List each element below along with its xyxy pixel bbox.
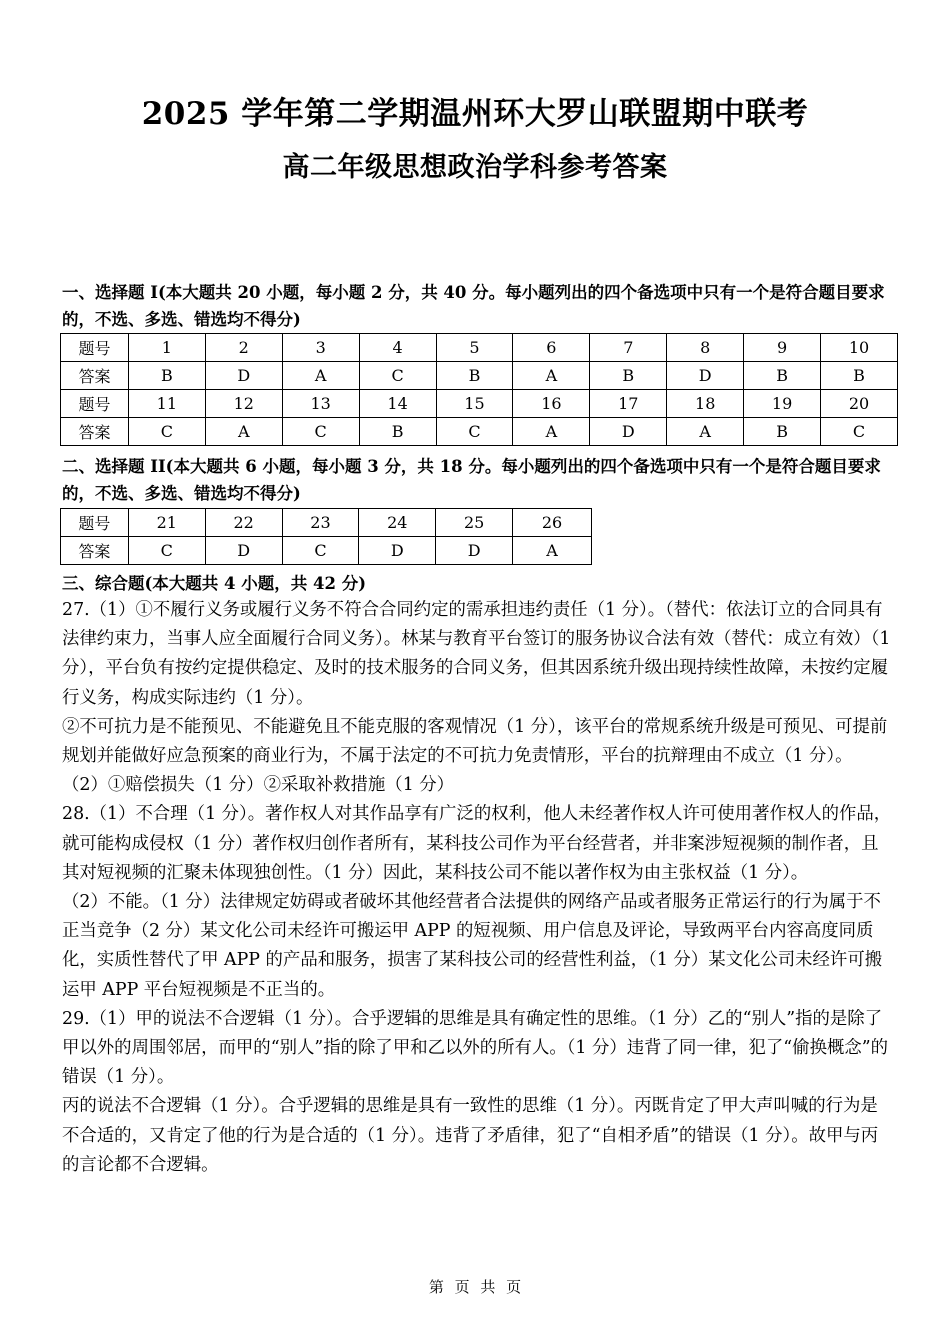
answer-cell: D <box>359 537 436 565</box>
table-row <box>61 509 592 537</box>
answer-cell: B <box>359 418 436 446</box>
row-label: 答案 <box>61 362 129 390</box>
row-label: 题号 <box>61 390 129 418</box>
question-number: 21 <box>128 509 205 537</box>
answer-cell: D <box>205 537 282 565</box>
question-number: 5 <box>436 334 513 362</box>
answer-cell: A <box>513 537 592 565</box>
section1-answer-table <box>60 333 898 446</box>
answer-paragraph: （2）不能。（1 分）法律规定妨碍或者破坏其他经营者合法提供的网络产品或者服务正常运行的行为属于不正当竞争（2 分）某文化公司未经许可搬运甲 APP 的短视频、用户信息及评论，导致两平台内容高度同质化，实质性替代了甲 APP 的产品和服务，损害了某科技公司的经营性利益，（1 分）某文化公司未经许可搬运甲 APP 平台短视频是不正当的。 <box>62 892 883 1000</box>
question-number: 2 <box>205 334 282 362</box>
row-label: 题号 <box>61 509 129 537</box>
question-number: 18 <box>667 390 744 418</box>
question-number: 13 <box>282 390 359 418</box>
answer-paragraph: 29.（1）甲的说法不合逻辑（1 分）。合乎逻辑的思维是具有确定性的思维。（1 分）乙的“别人”指的是除了甲以外的周围邻居，而甲的“别人”指的除了甲和乙以外的所有人。（1 分）违背了同一律，犯了“偷换概念”的错误（1 分）。 <box>62 1008 889 1088</box>
table-row <box>61 390 898 418</box>
page-footer: 第 页 共 页 <box>428 1278 522 1296</box>
row-label: 答案 <box>61 537 129 565</box>
table-row <box>61 362 898 390</box>
answer-cell: C <box>436 418 513 446</box>
answer-cell: C <box>282 418 359 446</box>
answer-cell: C <box>821 418 898 446</box>
section1-heading: 一、选择题 I(本大题共 20 小题，每小题 2 分，共 40 分。每小题列出的四个备选项中只有一个是符合题目要求的，不选、多选、错选均不得分) <box>62 283 885 329</box>
answer-cell: D <box>205 362 282 390</box>
table-row <box>61 537 592 565</box>
answer-cell: B <box>590 362 667 390</box>
question-number: 25 <box>436 509 513 537</box>
question-number: 24 <box>359 509 436 537</box>
answer-cell: B <box>821 362 898 390</box>
section2-heading: 二、选择题 II(本大题共 6 小题，每小题 3 分，共 18 分。每小题列出的四个备选项中只有一个是符合题目要求的，不选、多选、错选均不得分) <box>62 457 881 503</box>
answer-paragraph: ②不可抗力是不能预见、不能避免且不能克服的客观情况（1 分），该平台的常规系统升级是可预见、可提前规划并能做好应急预案的商业行为，不属于法定的不可抗力免责情形，平台的抗辩理由不成立（1 分）。 <box>62 716 888 767</box>
answer-cell: B <box>436 362 513 390</box>
question-number: 19 <box>744 390 821 418</box>
answer-cell: C <box>128 537 205 565</box>
answer-paragraph: 丙的说法不合逻辑（1 分）。合乎逻辑的思维是具有一致性的思维（1 分）。丙既肯定了甲大声叫喊的行为是不合适的，又肯定了他的行为是合适的（1 分）。违背了矛盾律，犯了“自相矛盾”的错误（1 分）。故甲与丙的言论都不合逻辑。 <box>62 1096 879 1175</box>
question-number: 8 <box>667 334 744 362</box>
question-number: 20 <box>821 390 898 418</box>
page-subtitle: 高二年级思想政治学科参考答案 <box>282 152 668 183</box>
answer-paragraph: 27.（1）①不履行义务或履行义务不符合合同约定的需承担违约责任（1 分）。（替代：依法订立的合同具有法律约束力，当事人应全面履行合同义务）。林某与教育平台签订的服务协议合法有效（替代：成立有效）（1 分），平台负有按约定提供稳定、及时的技术服务的合同义务，但其因系统升级出现持续性故障，未按约定履行义务，构成实际违约（1 分）。 <box>62 600 891 708</box>
row-label: 题号 <box>61 334 129 362</box>
answer-cell: D <box>667 362 744 390</box>
question-number: 17 <box>590 390 667 418</box>
question-number: 1 <box>128 334 205 362</box>
question-number: 3 <box>282 334 359 362</box>
answer-cell: D <box>436 537 513 565</box>
section3-heading: 三、综合题(本大题共 4 小题，共 42 分) <box>62 574 367 593</box>
answer-cell: A <box>282 362 359 390</box>
question-number: 12 <box>205 390 282 418</box>
answer-cell: C <box>282 537 359 565</box>
answer-cell: A <box>513 418 590 446</box>
question-number: 14 <box>359 390 436 418</box>
answer-cell: A <box>513 362 590 390</box>
question-number: 23 <box>282 509 359 537</box>
question-number: 22 <box>205 509 282 537</box>
answer-cell: A <box>667 418 744 446</box>
question-number: 15 <box>436 390 513 418</box>
answer-cell: C <box>359 362 436 390</box>
row-label: 答案 <box>61 418 129 446</box>
section3-body <box>62 596 892 1180</box>
answer-cell: B <box>744 362 821 390</box>
answer-cell: B <box>744 418 821 446</box>
answer-paragraph: （2）①赔偿损失（1 分）②采取补救措施（1 分） <box>62 775 455 796</box>
section2-answer-table <box>60 508 592 565</box>
question-number: 9 <box>744 334 821 362</box>
question-number: 10 <box>821 334 898 362</box>
question-number: 26 <box>513 509 592 537</box>
question-number: 11 <box>128 390 205 418</box>
answer-paragraph: 28.（1）不合理（1 分）。著作权人对其作品享有广泛的权利，他人未经著作权人许可使用著作权人的作品，就可能构成侵权（1 分）著作权归创作者所有，某科技公司作为平台经营者，并非案涉短视频的制作者，且其对短视频的汇聚未体现独创性。（1 分）因此，某科技公司不能以著作权为由主张权益（1 分）。 <box>62 804 892 883</box>
question-number: 6 <box>513 334 590 362</box>
table-row <box>61 334 898 362</box>
page-title: 2025 学年第二学期温州环大罗山联盟期中联考 <box>141 96 809 132</box>
question-number: 16 <box>513 390 590 418</box>
answer-cell: B <box>128 362 205 390</box>
question-number: 7 <box>590 334 667 362</box>
table-row <box>61 418 898 446</box>
answer-cell: C <box>128 418 205 446</box>
question-number: 4 <box>359 334 436 362</box>
answer-cell: A <box>205 418 282 446</box>
answer-cell: D <box>590 418 667 446</box>
